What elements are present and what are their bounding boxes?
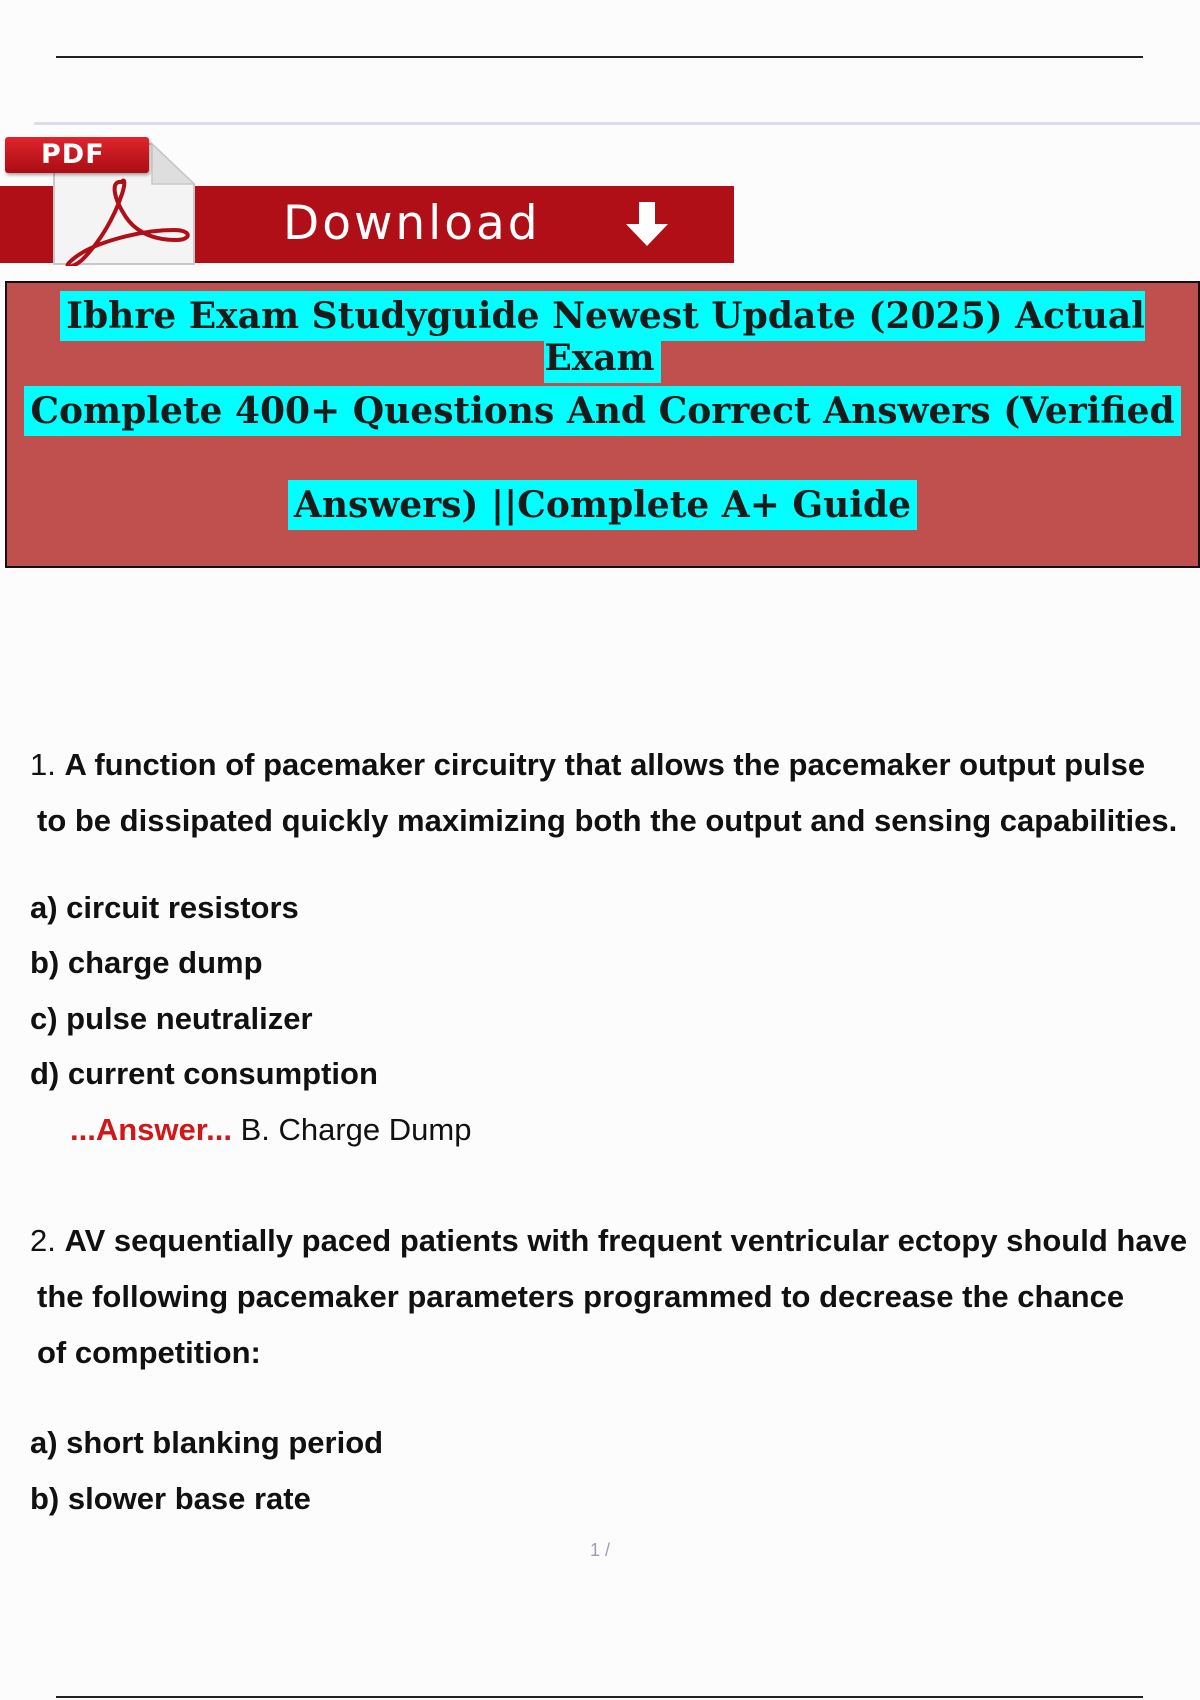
question-1-line-1: 1. A function of pacemaker circuitry that allows the pacemaker output pulse <box>30 747 1146 782</box>
q1-option-a: a) circuit resistors <box>30 890 299 925</box>
download-arrow-icon <box>622 200 672 250</box>
question-2-line-2: the following pacemaker parameters programmed to decrease the chance <box>37 1279 1125 1314</box>
question-2-line-1: 2. AV sequentially paced patients with frequent ventricular ectopy should have <box>30 1223 1188 1258</box>
question-2 <box>30 1213 1200 1381</box>
q2-option-b: b) slower base rate <box>30 1481 311 1516</box>
pdf-download-banner[interactable] <box>0 128 740 268</box>
title-line-1: Ibhre Exam Studyguide Newest Update (2025) Actual Exam <box>7 295 1198 379</box>
question-1-line-2: to be dissipated quickly maximizing both the output and sensing capabilities. <box>37 803 1178 838</box>
document-title-box <box>5 281 1200 568</box>
header-divider <box>34 122 1200 125</box>
answer-text: B. Charge Dump <box>240 1112 472 1147</box>
page-number: 1 / <box>590 1540 611 1560</box>
q1-answer <box>70 1110 471 1150</box>
q2-option-a: a) short blanking period <box>30 1425 384 1460</box>
download-label[interactable]: Download <box>283 196 541 251</box>
pdf-label-tag: PDF <box>5 137 149 173</box>
title-line-3: Answers) ||Complete A+ Guide <box>7 484 1198 526</box>
title-line-2: Complete 400+ Questions And Correct Answers (Verified <box>7 390 1198 432</box>
q1-option-d: d) current consumption <box>30 1056 378 1091</box>
q1-option-c: c) pulse neutralizer <box>30 1001 313 1036</box>
q1-option-b: b) charge dump <box>30 945 263 980</box>
top-rule <box>56 56 1143 58</box>
question-1 <box>30 737 1200 849</box>
answer-label: ...Answer... <box>70 1112 232 1147</box>
bottom-rule <box>56 1696 1143 1698</box>
question-2-line-3: of competition: <box>37 1335 261 1370</box>
